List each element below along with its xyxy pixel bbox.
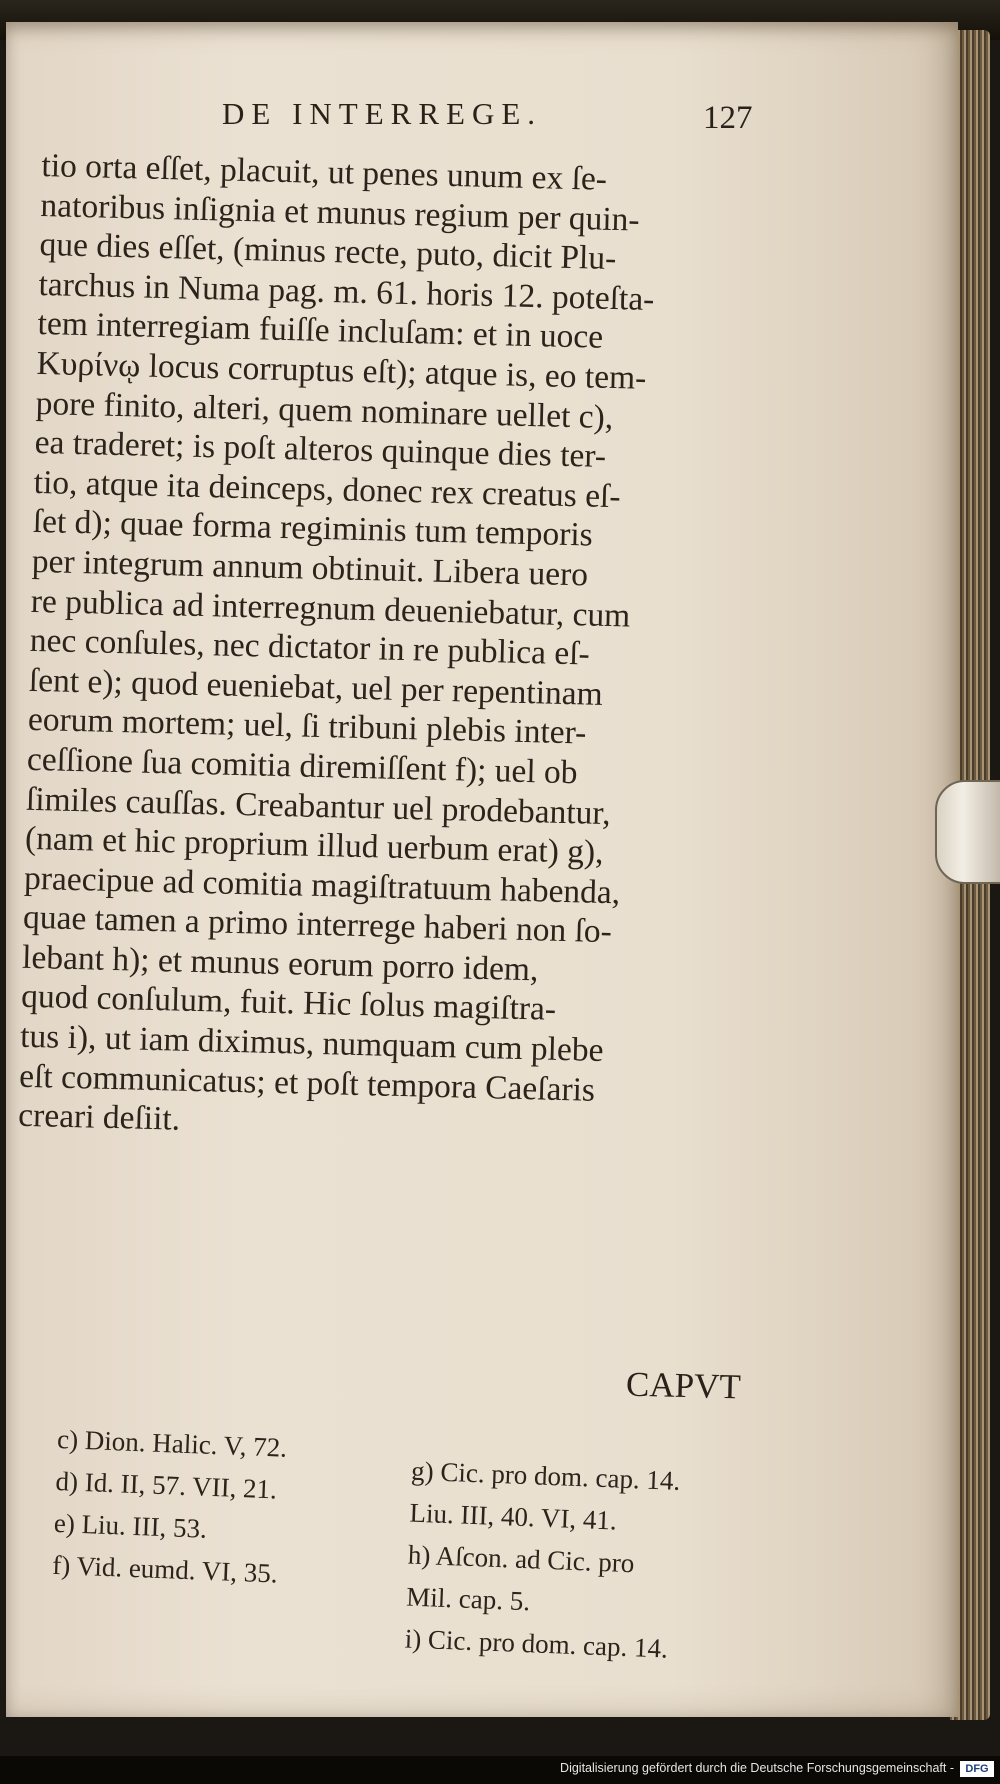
text-line: tio orta eſſet, placuit, ut penes unum ex ſe- [41,146,608,198]
footnote: Liu. III, 40. VI, 41. [409,1497,618,1536]
text-line: quod conſulum, fuit. Hic ſolus magiſtra- [20,978,557,1029]
running-head: DE INTERREGE. [222,96,543,131]
text-line: tem interregiam fuiſſe incluſam: et in uoce [37,305,604,357]
footnote: Mil. cap. 5. [405,1581,531,1617]
footnotes [50,1418,778,1665]
footnote: e) Liu. III, 53. [53,1507,208,1544]
text-line: tarchus in Numa pag. m. 61. horis 12. poteſta- [38,265,655,318]
footnote: i) Cic. pro dom. cap. 14. [404,1623,669,1664]
page-number: 127 [703,100,753,136]
dfg-logo: DFG [960,1761,994,1777]
footnote: d) Id. II, 57. VII, 21. [55,1465,278,1505]
footnote: c) Dion. Halic. V, 72. [56,1423,288,1463]
text-line: lebant h); et munus eorum porro idem, [21,938,539,989]
text-line: natoribus inſignia et munus regium per quin- [40,186,641,239]
text-line: que dies eſſet, (minus recte, puto, dicit Plu- [39,226,617,278]
text-line: re publica ad interregnum deueniebatur, cum [30,582,631,635]
text-line: tus i), ut iam diximus, numquam cum plebe [19,1017,604,1070]
text-line: ſent e); quod eueniebat, uel per repentinam [28,661,604,713]
text-line: ceſſione ſua comitia diremiſſent f); uel ob [26,740,579,792]
text-line: quae tamen a primo interrege haberi non ſo- [22,899,613,951]
text-line: nec conſules, nec dictator in re publica eſ- [29,621,591,673]
text-line: eorum mortem; uel, ſi tribuni plebis inter- [27,701,587,752]
body-text [18,146,762,1153]
digitization-credit: Digitalisierung gefördert durch die Deutsche Forschungsgemeinschaft - [560,1761,954,1775]
footnote: h) Aſcon. ad Cic. pro [407,1539,635,1579]
footnotes-left-column [52,1418,398,1599]
footnotes-right-column [404,1450,752,1673]
text-line: eſt communicatus; et poſt tempora Caeſaris [18,1057,596,1109]
text-line: tio, atque ita deinceps, donec rex creatus eſ- [33,463,621,515]
footnote: f) Vid. eumd. VI, 35. [51,1549,279,1589]
catchword: CAPVT [625,1364,742,1407]
text-line: ea traderet; is poſt alteros quinque dies ter- [34,424,607,476]
text-line: per integrum annum obtinuit. Libera uero [31,542,589,594]
text-line: Κυρίνῳ locus corruptus eſt); atque is, eo tem- [36,344,647,397]
text-line: ſet d); quae forma regiminis tum temporis [32,503,594,554]
text-line: creari deſiit. [17,1096,181,1138]
text-line: praecipue ad comitia magiſtratuum habenda, [23,859,621,912]
book-clasp [935,780,1000,884]
footnote: g) Cic. pro dom. cap. 14. [410,1455,681,1496]
text-line: (nam et hic proprium illud uerbum erat) g), [24,819,604,872]
text-line: pore finito, alteri, quem nominare uellet c), [35,384,614,436]
text-line: ſimiles cauſſas. Creabantur uel prodebantur, [25,780,612,832]
